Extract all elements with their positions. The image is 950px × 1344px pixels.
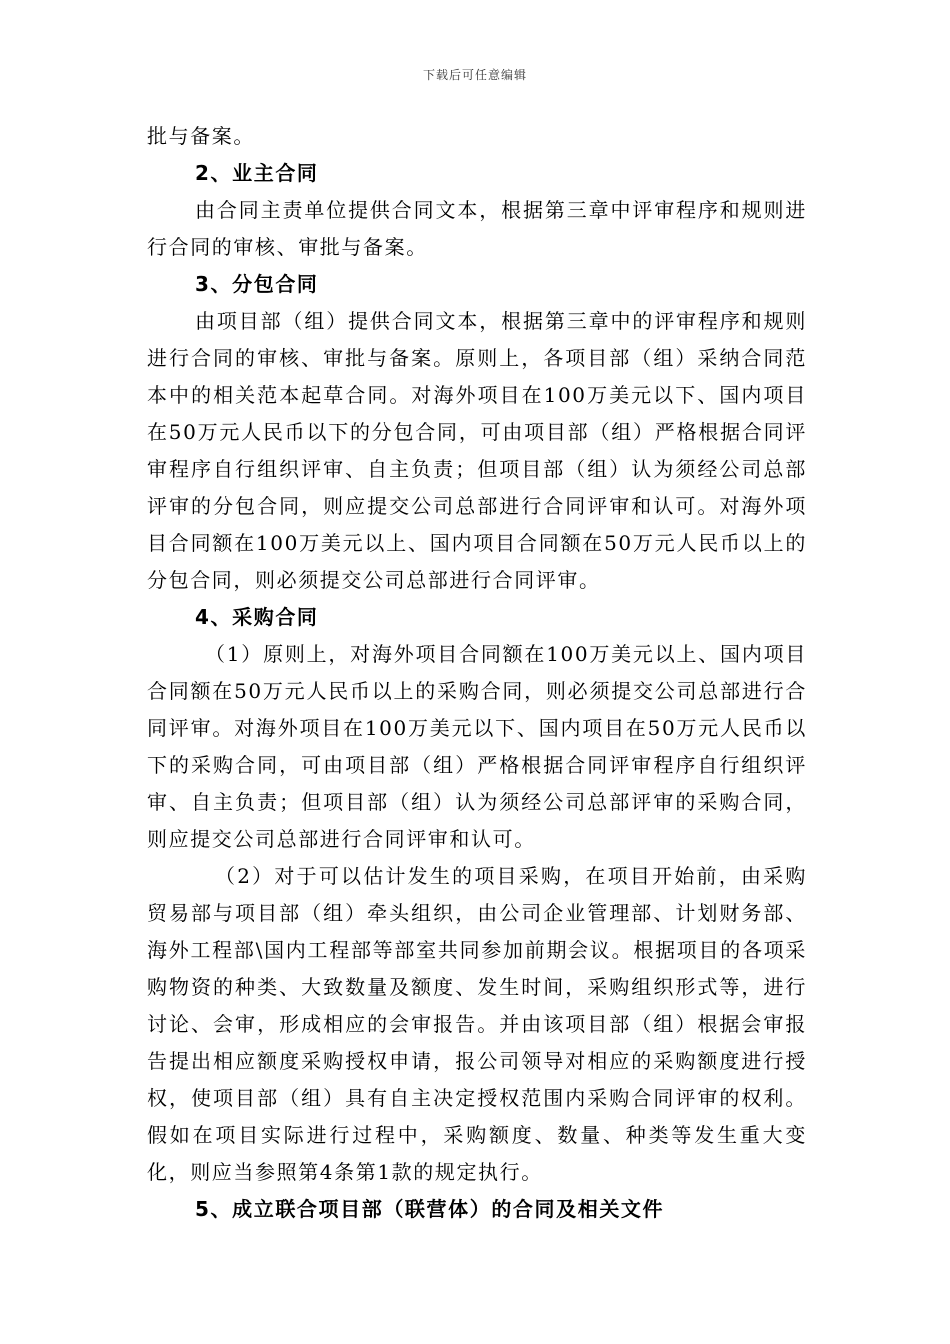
section-heading-subcontract: 3、分包合同: [195, 272, 319, 296]
page-header: 下载后可任意编辑: [422, 68, 527, 82]
paragraph-continuation: 批与备案。: [147, 124, 255, 148]
paragraph-procurement-item-2: （2）对于可以估计发生的项目采购，在项目开始前，由采购贸易部与项目部（组）牵头组织，由公司企业管理部、计划财务部、海外工程部\国内工程部等部室共同参加前期会议。根据项目的各项采购物资的种类、大致数量及额度、发生时间，采购组织形式等，进行讨论、会审，形成相应的会审报告。并由该项目部（组）根据会审报告提出相应额度采购授权申请，报公司领导对相应的采购额度进行授权，使项目部（组）具有自主决定授权范围内采购合同评审的权利。假如在项目实际进行过程中，采购额度、数量、种类等发生重大变化，则应当参照第4条第1款的规定执行。: [147, 864, 807, 1184]
document-body: [147, 118, 807, 1228]
paragraph-procurement-item-1: （1）原则上，对海外项目合同额在100万美元以上、国内项目合同额在50万元人民币以上的采购合同，则必须提交公司总部进行合同评审。对海外项目在100万美元以下、国内项目在50万元人民币以下的采购合同，可由项目部（组）严格根据合同评审程序自行组织评审、自主负责；但项目部（组）认为须经公司总部评审的采购合同，则应提交公司总部进行合同评审和认可。: [147, 642, 807, 851]
paragraph-owner-contract: 由合同主责单位提供合同文本，根据第三章中评审程序和规则进行合同的审核、审批与备案。: [147, 198, 807, 259]
section-heading-joint-venture: 5、成立联合项目部（联营体）的合同及相关文件: [195, 1197, 665, 1221]
section-heading-procurement-contract: 4、采购合同: [195, 605, 319, 629]
section-heading-owner-contract: 2、业主合同: [195, 161, 319, 185]
paragraph-subcontract: 由项目部（组）提供合同文本，根据第三章中的评审程序和规则进行合同的审核、审批与备案。原则上，各项目部（组）采纳合同范本中的相关范本起草合同。对海外项目在100万美元以下、国内项目在50万元人民币以下的分包合同，可由项目部（组）严格根据合同评审程序自行组织评审、自主负责；但项目部（组）认为须经公司总部评审的分包合同，则应提交公司总部进行合同评审和认可。对海外项目合同额在100万美元以上、国内项目合同额在50万元人民币以上的分包合同，则必须提交公司总部进行合同评审。: [147, 309, 807, 592]
